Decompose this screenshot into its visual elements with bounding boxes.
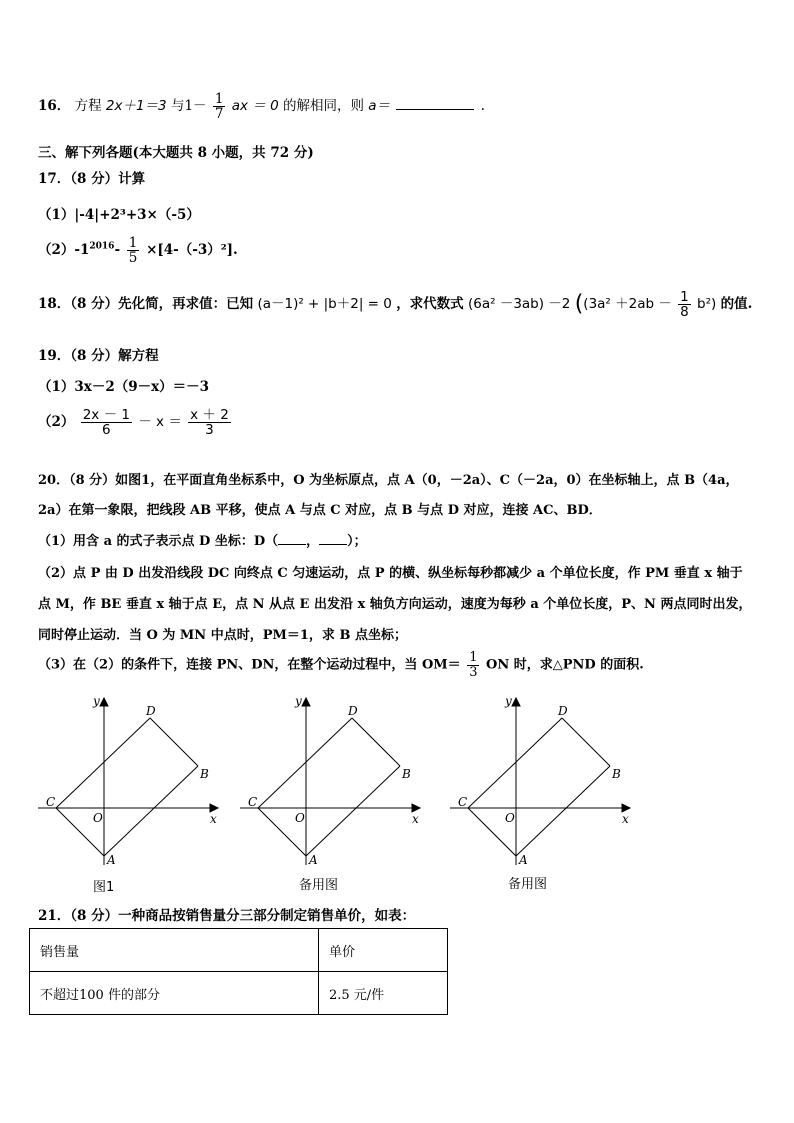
question-17-part-1: （1）|-4|+2³+3×（-5） — [38, 207, 200, 223]
segment-dc — [468, 718, 562, 808]
segment-ab — [306, 766, 400, 856]
y-axis-arrow-icon — [302, 698, 310, 706]
x-label: x — [412, 812, 419, 826]
paren: ( — [574, 291, 584, 317]
point-c-label: C — [458, 795, 468, 809]
segment-dc — [56, 718, 150, 808]
x-axis-arrow-icon — [412, 804, 420, 812]
coordinate-figure — [240, 698, 420, 865]
table-header-row — [30, 929, 448, 972]
figure-2-caption: 备用图 — [299, 878, 339, 893]
point-a-label: A — [107, 853, 116, 867]
text: - — [114, 242, 121, 259]
text: 方程 — [74, 98, 102, 115]
fraction — [81, 408, 132, 437]
point-c-label: C — [248, 795, 258, 809]
equation: 2x＋1＝3 — [105, 98, 167, 115]
exponent: 2016 — [89, 241, 115, 252]
fraction — [127, 236, 140, 265]
answer-blank[interactable] — [396, 97, 474, 110]
expression: (3a² ＋2ab － — [583, 296, 672, 313]
question-20-line-3 — [38, 530, 367, 549]
y-axis-arrow-icon — [100, 698, 108, 706]
text: （2）-1 — [38, 242, 90, 259]
question-20-line-5: 点 M，作 BE 垂直 x 轴于点 E，点 N 从点 E 出发沿 x 轴负方向运动，速度为每秒 a 个单位长度，P、N 两点同时出发， — [38, 597, 752, 612]
table-cell: 2.5 元/件 — [319, 972, 448, 1015]
table-cell: 不超过100 件的部分 — [30, 972, 319, 1015]
fraction-numerator: 2x － 1 — [82, 407, 130, 423]
segment-bd — [562, 718, 610, 766]
table-header-cell: 单价 — [319, 929, 448, 972]
fraction-numerator: 1 — [680, 289, 689, 305]
text: ，求代数式 — [396, 296, 464, 313]
figure-3 — [450, 690, 640, 870]
question-21-head: 21．（8 分）一种商品按销售量分三部分制定销售单价，如表： — [38, 908, 416, 924]
fraction-numerator: 1 — [469, 650, 478, 665]
answer-blank[interactable] — [319, 532, 347, 545]
fraction-denominator: 5 — [128, 250, 138, 267]
text: ， — [306, 534, 320, 549]
point-b-label: B — [402, 767, 411, 781]
table-header-cell: 销售量 — [30, 929, 319, 972]
question-number: 16． — [38, 98, 71, 115]
point-d-label: D — [348, 704, 358, 718]
question-18 — [38, 290, 752, 319]
fraction-denominator: 8 — [680, 304, 689, 321]
equation: ax ＝ 0 — [231, 98, 279, 115]
fraction-numerator: 1 — [214, 91, 224, 107]
price-table — [29, 928, 448, 1015]
point-a-label: A — [309, 853, 318, 867]
figure-3-caption: 备用图 — [508, 877, 548, 892]
text: ×[4-（-3）²]. — [146, 242, 238, 259]
x-label: x — [622, 812, 629, 826]
segment-ab — [516, 766, 610, 856]
point-d-label: D — [146, 704, 156, 718]
fraction-denominator: 7 — [214, 106, 224, 123]
segment-dc — [258, 718, 352, 808]
text: ON 时，求△PND 的面积. — [486, 657, 644, 673]
expression: b²) — [697, 296, 717, 313]
expression: (6a² －3ab) －2 — [467, 296, 571, 313]
origin-label: O — [93, 811, 103, 825]
question-20-line-1: 20．（8 分）如图1，在平面直角坐标系中，O 为坐标原点，点 A（0，－2a）、C（－2a，0）在坐标轴上，点 B（4a， — [38, 473, 739, 488]
origin-label: O — [295, 811, 305, 825]
text: （1）用含 a 的式子表示点 D 坐标：D（ — [38, 534, 279, 549]
point-b-label: B — [200, 767, 209, 781]
y-axis-arrow-icon — [512, 698, 520, 706]
segment-bd — [150, 718, 198, 766]
question-19-head: 19．（8 分）解方程 — [38, 348, 159, 364]
condition-expression: (a－1)² + |b＋2| = 0 — [257, 296, 392, 313]
y-label: y — [93, 694, 100, 708]
fraction-numerator: 1 — [128, 235, 138, 251]
question-20-line-7 — [38, 651, 644, 679]
fraction — [678, 290, 691, 319]
answer-blank[interactable] — [278, 532, 306, 545]
question-16 — [38, 92, 485, 121]
table-row — [30, 972, 448, 1015]
question-17-head: 17．（8 分）计算 — [38, 171, 146, 187]
point-d-label: D — [558, 704, 568, 718]
fraction-numerator: x ＋ 2 — [190, 407, 229, 423]
text: （2） — [38, 414, 75, 431]
coordinate-figure — [38, 698, 218, 865]
coordinate-figure — [450, 698, 630, 865]
figure-2 — [240, 690, 430, 870]
section-title: 三、解下列各题(本大题共 8 小题，共 72 分) — [38, 145, 314, 161]
text: 的解相同，则 — [282, 98, 364, 115]
y-label: y — [505, 694, 512, 708]
figure-1 — [38, 690, 228, 870]
figure-1-caption: 图1 — [93, 880, 115, 895]
fraction — [213, 92, 226, 121]
y-label: y — [295, 694, 302, 708]
text: . — [480, 98, 485, 115]
fraction-denominator: 3 — [469, 664, 478, 680]
question-17-part-2 — [38, 236, 238, 265]
text: 的值. — [720, 296, 753, 313]
origin-label: O — [505, 811, 515, 825]
variable: a＝ — [368, 98, 391, 115]
text: － x ＝ — [138, 414, 182, 431]
question-19-part-2 — [38, 408, 233, 437]
question-20-line-4: （2）点 P 由 D 出发沿线段 DC 向终点 C 匀速运动，点 P 的横、纵坐标每秒都减少 a 个单位长度，作 PM 垂直 x 轴于 — [38, 566, 743, 581]
text: 18．（8 分）先化简，再求值：已知 — [38, 296, 254, 313]
fraction — [467, 651, 479, 679]
point-c-label: C — [46, 795, 56, 809]
question-19-part-1: （1）3x－2（9－x）＝－3 — [38, 379, 210, 395]
point-a-label: A — [519, 853, 528, 867]
fraction — [188, 408, 231, 437]
segment-ab — [104, 766, 198, 856]
fraction-denominator: 3 — [205, 422, 214, 439]
text: ）； — [347, 534, 367, 549]
question-20-line-6: 同时停止运动．当 O 为 MN 中点时，PM＝1，求 B 点坐标； — [38, 628, 407, 643]
text: （3）在（2）的条件下，连接 PN、DN，在整个运动过程中，当 OM＝ — [38, 657, 461, 673]
fraction-denominator: 6 — [102, 422, 111, 439]
segment-bd — [352, 718, 400, 766]
text: 与1－ — [170, 98, 207, 115]
x-label: x — [210, 812, 217, 826]
question-20-line-2: 2a）在第一象限，把线段 AB 平移，使点 A 与点 C 对应，点 B 与点 D 对应，连接 AC、BD． — [38, 503, 602, 518]
x-axis-arrow-icon — [210, 804, 218, 812]
point-b-label: B — [612, 767, 621, 781]
x-axis-arrow-icon — [622, 804, 630, 812]
